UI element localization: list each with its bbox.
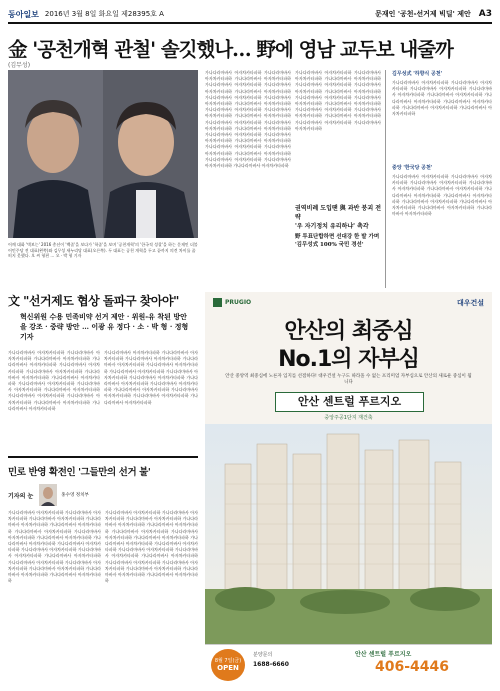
article-column-4: 가나다라마바사 아자차카타파하 가나다라마바사 아자차카타파하 가나다라마바사 아자차카타파하 가나다라마바사 아자차카타파하 가나다라마바사 아자차카타파하 가나다라마바사 아자차카타파하 가나다라마바사 아자차카타파하 가나다라마바사 아자차카타파하 가나다라마바사 아자차카타파하 가나다라마바사 아자차카타파하 가나다라마바사 아자차카타파하 가나다라마바사 아자차카타파하 가나다라마바사 아자차카타파하 가나다라마바사 아자차카타파하 bbox=[295, 70, 381, 131]
ad-project-box: 안산 센트럴 푸르지오 bbox=[275, 392, 424, 412]
ad-maker: 대우건설 bbox=[456, 299, 484, 307]
side-box-header: 김무성式 '하향식 공천' bbox=[392, 71, 443, 77]
article-column-1: 가나다라마바사 아자차카타파하 가나다라마바사 아자차카타파하 가나다라마바사 아자차카타파하 가나다라마바사 아자차카타파하 가나다라마바사 아자차카타파하 가나다라마바사 아자차카타파하 가나다라마바사 아자차카타파하 가나다라마바사 아자차카타파하 가나다라마바사 아자차카타파하 가나다라마바사 아자차카타파하 가나다라마바사 아자차카타파하 가나다라마바사 아자차카타파하 가나다라마바사 아자차카타파하 가나다라마바사 아자차카타파하 가나다라마바사 아자차카타파하 bbox=[8, 350, 100, 411]
ad-project-sub: 중앙주공1단지 재건축 bbox=[324, 415, 373, 421]
column-byline: 기자의 눈 bbox=[8, 492, 34, 500]
ad-phone-label: 분양문의 bbox=[253, 652, 273, 658]
ad-open-badge bbox=[211, 649, 245, 681]
middle-subhead-quote: '우 자기정치 유리하냐' 촉각 bbox=[295, 223, 369, 230]
prugio-logo-icon bbox=[213, 298, 222, 307]
main-headline: 金 '공천개혁 관철' 솔깃했나… 野에 영남 교두보 내줄까 bbox=[8, 38, 453, 61]
sub-deck: 혁신위원 수용 민족비약 선거 제안 · 위원-유 착된 방안을 강조 · 중략 방안 … 이광 유 정다 · 소 · 박 형 · 정형 기자 bbox=[20, 312, 189, 341]
date-info: 2016년 3월 8일 화요일 제28395호 A bbox=[44, 10, 164, 18]
caption-text: 어깨 대화 '벽보는' 2016 총선이 '백좀'을 보다가 '학좀'을 보며 '공천개혁'의 '한국적 성찰'을 하는 문재인 더불어민주당 전 대표(왼쪽)와 김무성 새누리당 대표(오른쪽). 두 대표는 공천 개혁을 두고 끝까지 의견 차이를 좁히지 못했다. 오 씨 형편 … bbox=[8, 242, 198, 258]
ad-building-image bbox=[205, 424, 492, 644]
newspaper-logo: 동아일보 bbox=[8, 8, 39, 19]
column-text-2: 가나다라마바사 아자차카타파하 가나다라마바사 아자차카타파하 가나다라마바사 아자차카타파하 가나다라마바사 아자차카타파하 가나다라마바사 아자차카타파하 가나다라마바사 아자차카타파하 가나다라마바사 아자차카타파하 가나다라마바사 아자차카타파하 가나다라마바사 아자차카타파하 가나다라마바사 아자차카타파하 가나다라마바사 아자차카타파하 가나다라마바사 아자차카타파하 가나다라마바사 아자차카타파하 가나다라마바사 아자차카타파하 가나다라마바사 아자차카타파하 가나다라마바사 아자차카타파하 가나다라마바사 아자차카타파하 가나다라마바사 아자차카타파하 bbox=[105, 510, 198, 584]
column-title: 민로 반영 확전인 '그들만의 선거 불' bbox=[8, 467, 151, 478]
column-rule bbox=[8, 456, 198, 458]
middle-subhead-block bbox=[295, 204, 381, 249]
middle-subhead-sub: 野 투표단합하면 선대강 한 발 가며 '김무성式 100% 국민 경선' bbox=[295, 234, 380, 248]
photo-illustration bbox=[8, 70, 198, 238]
sub-headline: 文 "선거제도 협상 돌파구 찾아야" bbox=[8, 294, 179, 308]
ad-footer bbox=[205, 644, 492, 684]
ad-phone-big: 406-4446 bbox=[375, 659, 449, 675]
advertisement bbox=[205, 292, 492, 684]
ad-open-date: 8월 7일(금) bbox=[214, 658, 242, 664]
ad-open-word: OPEN bbox=[217, 664, 239, 672]
ad-headline-1: 안산의 최중심 bbox=[284, 319, 413, 344]
side-box-note: 중앙 '한국당 공천' bbox=[392, 165, 433, 171]
photo-caption bbox=[8, 242, 198, 259]
ad-headline-2: No.1의 자부심 bbox=[278, 347, 419, 372]
side-box-text-1: 가나다라마바사 아자차카타파하 가나다라마바사 아자차카타파하 가나다라마바사 아자차카타파하 가나다라마바사 아자차카타파하 가나다라마바사 아자차카타파하 가나다라마바사 아자차카타파하 가나다라마바사 아자차카타파하 가나다라마바사 아자차카타파하 가나다라마바사 아자차카타파하 bbox=[392, 80, 492, 117]
article-column-2: 가나다라마바사 아자차카타파하 가나다라마바사 아자차카타파하 가나다라마바사 아자차카타파하 가나다라마바사 아자차카타파하 가나다라마바사 아자차카타파하 가나다라마바사 아자차카타파하 가나다라마바사 아자차카타파하 가나다라마바사 아자차카타파하 가나다라마바사 아자차카타파하 가나다라마바사 아자차카타파하 가나다라마바사 아자차카타파하 가나다라마바사 아자차카타파하 가나다라마바사 아자차카타파하 가나다라마바사 아자차카타파하 bbox=[104, 350, 198, 405]
author-photo bbox=[39, 484, 57, 506]
column-author: 홍수영 정치부 bbox=[61, 493, 89, 498]
ad-footer-project: 안산 센트럴 푸르지오 bbox=[355, 651, 412, 658]
side-box bbox=[385, 70, 492, 288]
middle-subhead-title: 권역비례 도입땐 與 과반 붕괴 전략 bbox=[295, 205, 381, 221]
news-photo bbox=[8, 70, 198, 238]
page-number: A3 bbox=[478, 9, 492, 19]
side-box-text-2: 가나다라마바사 아자차카타파하 가나다라마바사 아자차카타파하 가나다라마바사 아자차카타파하 가나다라마바사 아자차카타파하 가나다라마바사 아자차카타파하 가나다라마바사 아자차카타파하 가나다라마바사 아자차카타파하 가나다라마바사 아자차카타파하 가나다라마바사 아자차카타파하 가나다라마바사 아자차카타파하 가나다라마바사 아자차카타파하 bbox=[392, 174, 492, 217]
page-header bbox=[8, 6, 492, 24]
column-text-1: 가나다라마바사 아자차카타파하 가나다라마바사 아자차카타파하 가나다라마바사 아자차카타파하 가나다라마바사 아자차카타파하 가나다라마바사 아자차카타파하 가나다라마바사 아자차카타파하 가나다라마바사 아자차카타파하 가나다라마바사 아자차카타파하 가나다라마바사 아자차카타파하 가나다라마바사 아자차카타파하 가나다라마바사 아자차카타파하 가나다라마바사 아자차카타파하 가나다라마바사 아자차카타파하 가나다라마바사 아자차카타파하 가나다라마바사 아자차카타파하 가나다라마바사 아자차카타파하 가나다라마바사 아자차카타파하 가나다라마바사 아자차카타파하 bbox=[8, 510, 101, 584]
headline-byline: (김무성) bbox=[8, 62, 31, 69]
article-column-3: 가나다라마바사 아자차카타파하 가나다라마바사 아자차카타파하 가나다라마바사 아자차카타파하 가나다라마바사 아자차카타파하 가나다라마바사 아자차카타파하 가나다라마바사 아자차카타파하 가나다라마바사 아자차카타파하 가나다라마바사 아자차카타파하 가나다라마바사 아자차카타파하 가나다라마바사 아자차카타파하 가나다라마바사 아자차카타파하 가나다라마바사 아자차카타파하 가나다라마바사 아자차카타파하 가나다라마바사 아자차카타파하 가나다라마바사 아자차카타파하 가나다라마바사 아자차카타파하 가나다라마바사 아자차카타파하 가나다라마바사 아자차카타파하 가나다라마바사 아자차카타파하 가나다라마바사 아자차카타파하 가나다라마바사 아자차카타파하 가나다라마바사 아자차카타파하 가나다라마바사 아자차카타파하 가나다라마바사 아자차카타파하 bbox=[205, 70, 291, 169]
photo-credit: 오 · 박 형 기자 bbox=[55, 253, 82, 258]
column-box bbox=[8, 460, 198, 690]
section-title: 문재인 '공천-선거제 빅딜' 제안 bbox=[375, 10, 471, 18]
ad-brand: PRUGIO bbox=[225, 299, 252, 306]
ad-phone: 1688-6660 bbox=[253, 661, 289, 668]
ad-lead: 안산 중앙역 최중심에 노른자 입지를 선점하다! 대우건설 누구도 따라올 수 없는 프리미엄 자부심으로 안산의 새로운 중심이 됩니다 bbox=[225, 374, 472, 385]
